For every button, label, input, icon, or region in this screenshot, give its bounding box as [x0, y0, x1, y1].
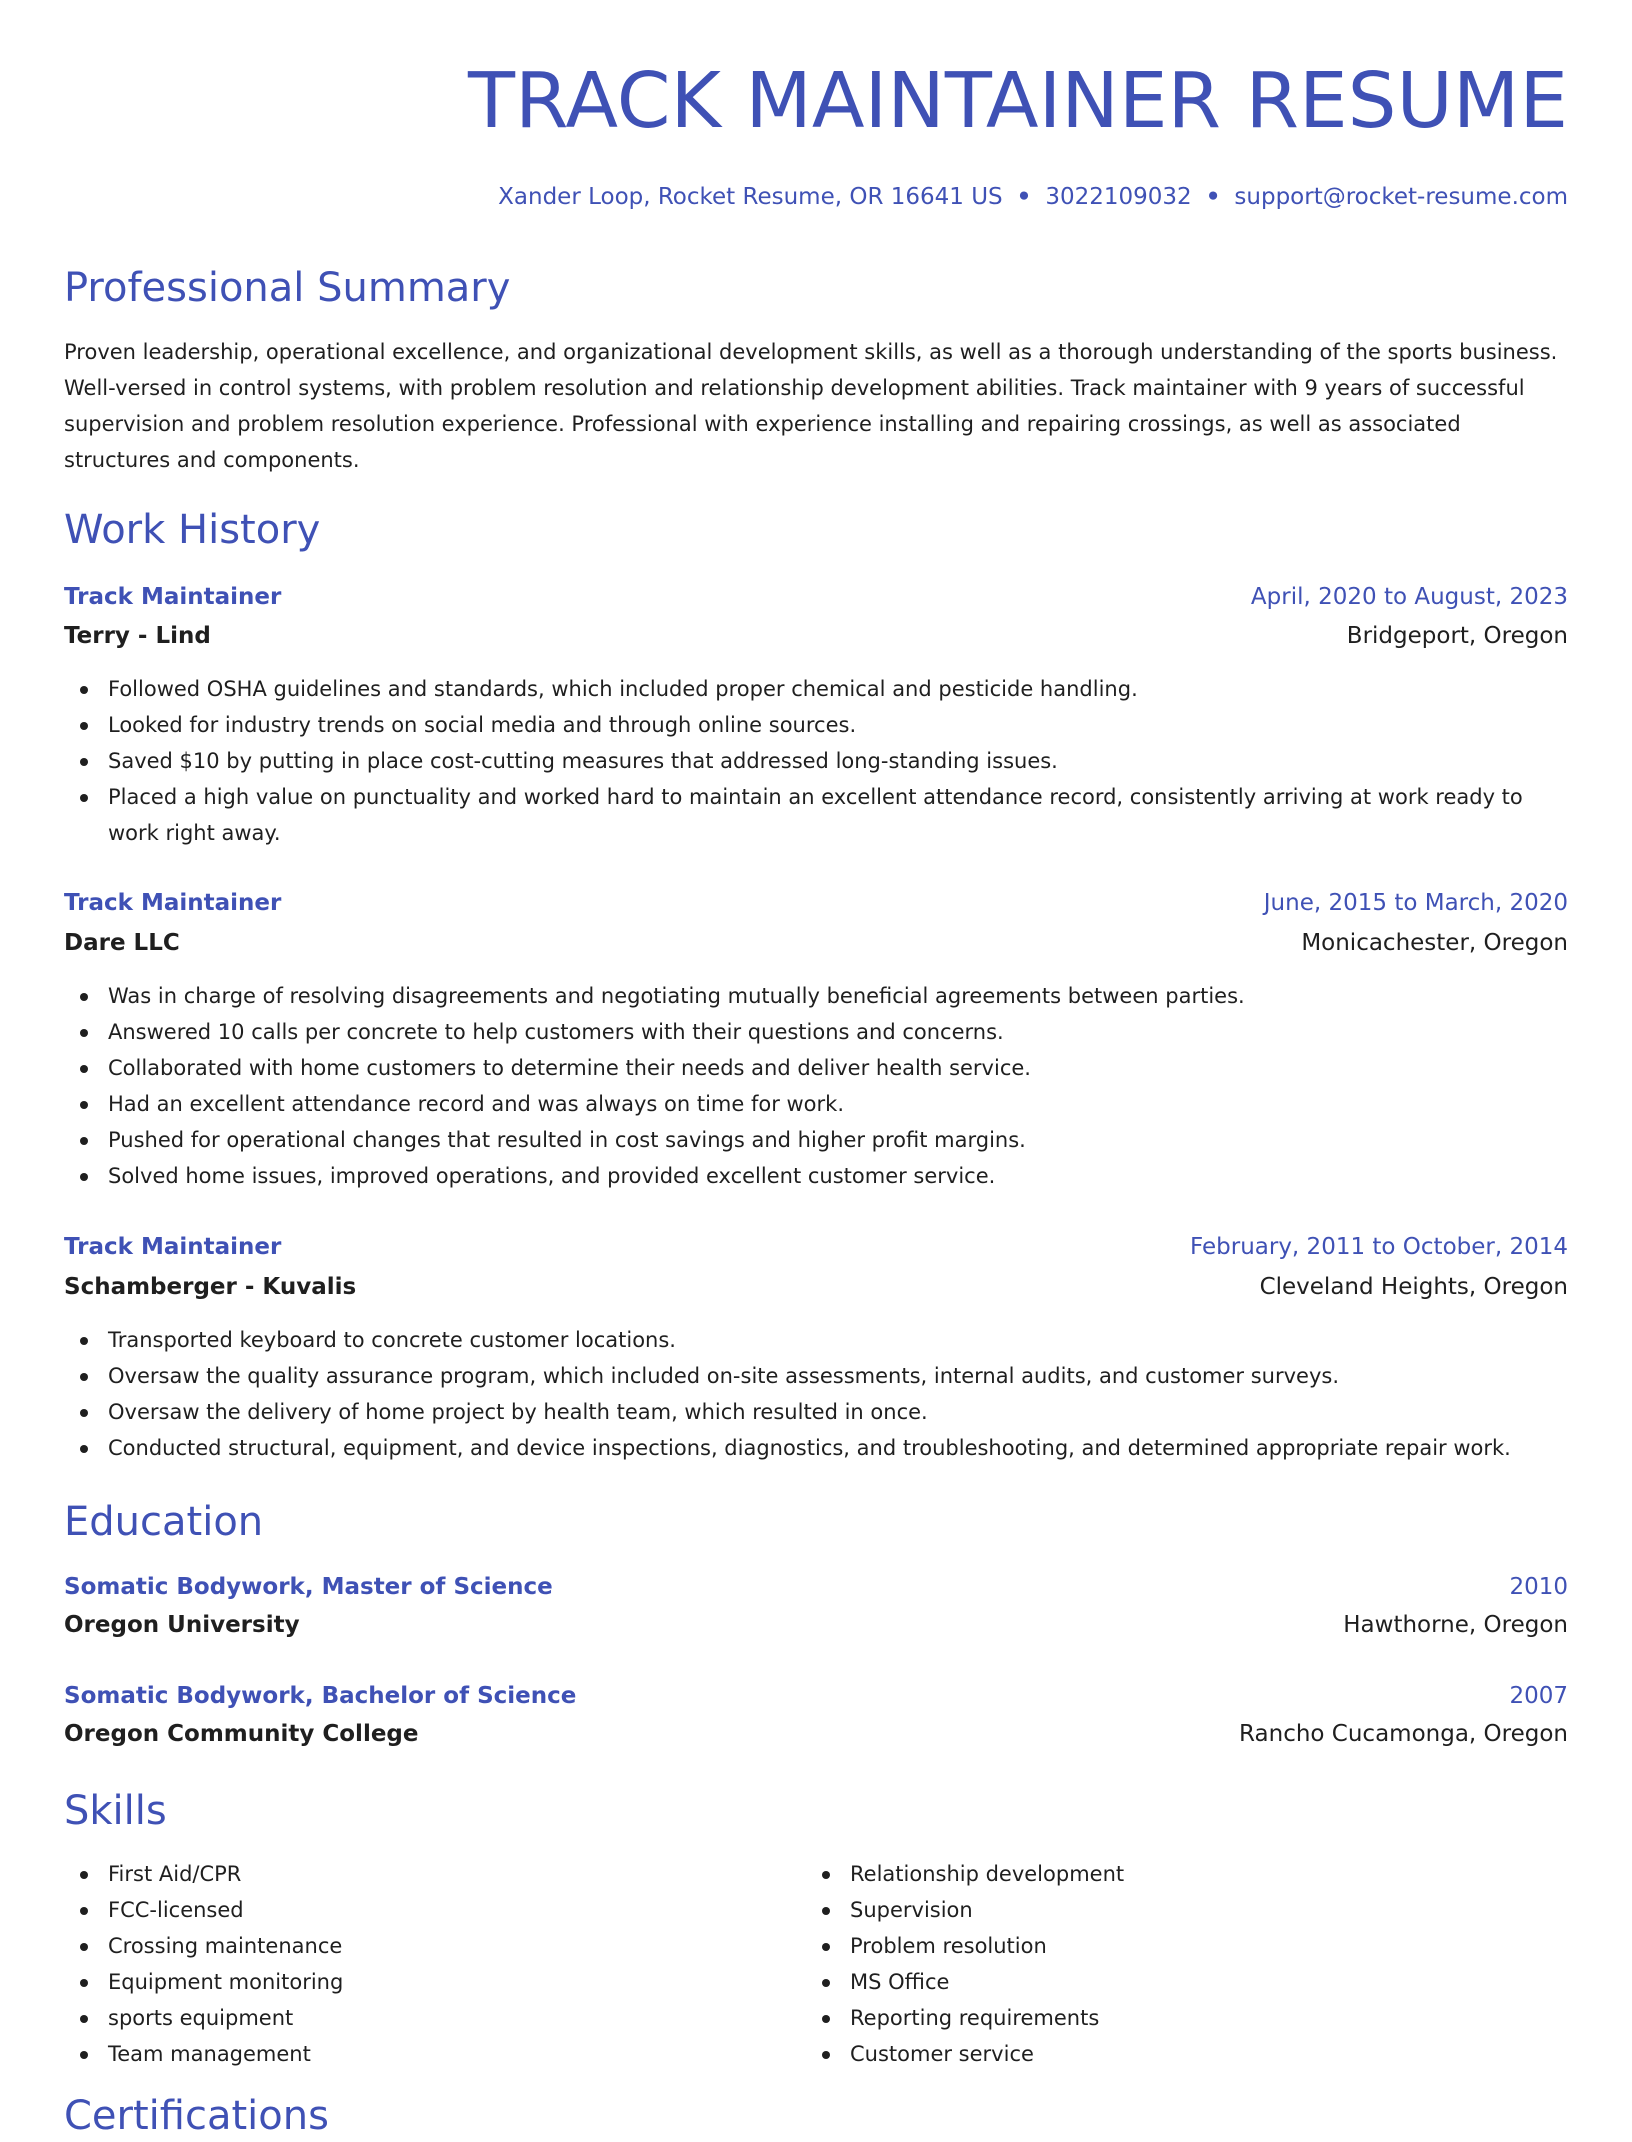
- job-title-row: [64, 885, 1568, 921]
- skill-item: Relationship development: [806, 1856, 1506, 1892]
- list-item: Saved $10 by putting in place cost-cutting measures that addressed long-standing issues.: [64, 743, 1568, 779]
- skill-item: Reporting requirements: [806, 2000, 1506, 2036]
- list-item: Oversaw the quality assurance program, which included on-site assessments, internal audits, and customer surveys.: [64, 1358, 1568, 1394]
- list-item: Was in charge of resolving disagreements and negotiating mutually beneficial agreements between parties.: [64, 978, 1568, 1014]
- contact-separator: •: [1016, 184, 1032, 210]
- education-year: 2007: [1509, 1683, 1568, 1709]
- education-school-row: [64, 1607, 1568, 1643]
- skill-item: First Aid/CPR: [64, 1856, 764, 1892]
- job-company-row: [64, 1269, 1568, 1305]
- list-item: Placed a high value on punctuality and worked hard to maintain an excellent attendance record, consistently arriving at work ready to work right away.: [64, 779, 1568, 851]
- education-school: Oregon University: [64, 1612, 300, 1638]
- list-item: Answered 10 calls per concrete to help customers with their questions and concerns.: [64, 1014, 1568, 1050]
- education-degree: Somatic Bodywork, Master of Science: [64, 1574, 553, 1600]
- job-company: Terry - Lind: [64, 623, 211, 649]
- skills-list-right: [806, 1856, 1506, 2072]
- list-item: Transported keyboard to concrete customer locations.: [64, 1322, 1568, 1358]
- education-degree-row: [64, 1678, 1568, 1714]
- job-company-row: [64, 618, 1568, 654]
- list-item: Followed OSHA guidelines and standards, which included proper chemical and pesticide handling.: [64, 671, 1568, 707]
- skill-item: sports equipment: [64, 2000, 764, 2036]
- contact-separator: •: [1205, 184, 1221, 210]
- skill-item: FCC-licensed: [64, 1892, 764, 1928]
- job-title-row: [64, 579, 1568, 615]
- job-dates: February, 2011 to October, 2014: [1190, 1234, 1568, 1260]
- list-item: Pushed for operational changes that resulted in cost savings and higher profit margins.: [64, 1122, 1568, 1158]
- skills-list-left: [64, 1856, 764, 2072]
- job-dates: June, 2015 to March, 2020: [1263, 890, 1568, 916]
- job-location: Bridgeport, Oregon: [1346, 623, 1568, 649]
- job-duties-list: [64, 671, 1568, 851]
- section-heading-summary: Professional Summary: [64, 265, 511, 311]
- skill-item: MS Office: [806, 1964, 1506, 2000]
- skill-item: Problem resolution: [806, 1928, 1506, 1964]
- contact-email: support@rocket-resume.com: [1234, 184, 1568, 210]
- education-location: Hawthorne, Oregon: [1343, 1612, 1568, 1638]
- skill-item: Team management: [64, 2036, 764, 2072]
- job-company: Schamberger - Kuvalis: [64, 1274, 357, 1300]
- job-title: Track Maintainer: [64, 1234, 282, 1260]
- education-school: Oregon Community College: [64, 1721, 419, 1747]
- education-location: Rancho Cucamonga, Oregon: [1239, 1721, 1568, 1747]
- skill-item: Equipment monitoring: [64, 1964, 764, 2000]
- resume-title: TRACK MAINTAINER RESUME: [467, 57, 1568, 146]
- section-heading-work-history: Work History: [64, 507, 321, 553]
- contact-line: [498, 180, 1568, 214]
- education-degree: Somatic Bodywork, Bachelor of Science: [64, 1683, 577, 1709]
- education-degree-row: [64, 1569, 1568, 1605]
- job-title: Track Maintainer: [64, 890, 282, 916]
- job-company: Dare LLC: [64, 930, 180, 956]
- list-item: Had an excellent attendance record and was always on time for work.: [64, 1086, 1568, 1122]
- job-dates: April, 2020 to August, 2023: [1250, 584, 1568, 610]
- section-heading-education: Education: [64, 1499, 264, 1545]
- job-duties-list: [64, 1322, 1568, 1466]
- job-title: Track Maintainer: [64, 584, 282, 610]
- section-heading-partial: Certifications: [64, 2093, 329, 2139]
- job-title-row: [64, 1229, 1568, 1265]
- summary-text: Proven leadership, operational excellence, and organizational development skills, as well as a thorough understanding of the sports business. Well-versed in control systems, with problem resolution and relationship development abilities. Track maintainer with 9 years of successful supervision and problem resolution experience. Professional with experience installing and repairing crossings, as well as associated structures and components.: [64, 340, 1558, 472]
- job-company-row: [64, 925, 1568, 961]
- list-item: Conducted structural, equipment, and device inspections, diagnostics, and troubleshooting, and determined appropriate repair work.: [64, 1430, 1568, 1466]
- job-duties-list: [64, 978, 1568, 1194]
- skill-item: Crossing maintenance: [64, 1928, 764, 1964]
- list-item: Looked for industry trends on social media and through online sources.: [64, 707, 1568, 743]
- contact-phone: 3022109032: [1045, 184, 1192, 210]
- skill-item: Supervision: [806, 1892, 1506, 1928]
- education-year: 2010: [1509, 1574, 1568, 1600]
- contact-address: Xander Loop, Rocket Resume, OR 16641 US: [498, 184, 1003, 210]
- section-heading-skills: Skills: [64, 1788, 167, 1834]
- list-item: Solved home issues, improved operations, and provided excellent customer service.: [64, 1158, 1568, 1194]
- skill-item: Customer service: [806, 2036, 1506, 2072]
- job-location: Monicachester, Oregon: [1301, 930, 1568, 956]
- job-location: Cleveland Heights, Oregon: [1259, 1274, 1568, 1300]
- list-item: Oversaw the delivery of home project by health team, which resulted in once.: [64, 1394, 1568, 1430]
- education-school-row: [64, 1716, 1568, 1752]
- list-item: Collaborated with home customers to determine their needs and deliver health service.: [64, 1050, 1568, 1086]
